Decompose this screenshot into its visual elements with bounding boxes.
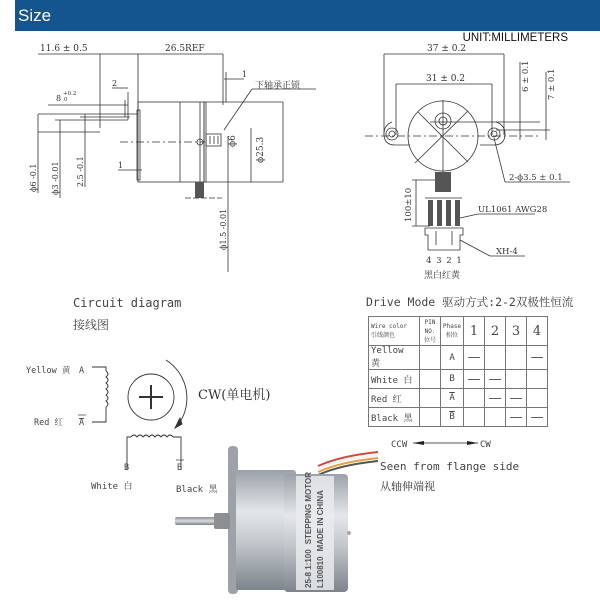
dim-body-length: 26.5REF (165, 44, 205, 54)
circuit-title: Circuit diagram (73, 296, 182, 310)
cw-label: CW (480, 440, 491, 450)
dim-hole-spacing: 31 ± 0.2 (426, 74, 466, 84)
label-a: A (79, 366, 85, 376)
header-step-4: 4 (527, 317, 548, 346)
motor-photo (175, 446, 378, 594)
pin-colors: 黑白红黄 (424, 271, 461, 281)
label-b-bar: B (177, 463, 183, 473)
dim-rear-step: 1 (118, 161, 124, 170)
table-row: Red 红 $\overline{A}$ — — (369, 389, 548, 408)
dim-offset-a: 6 ± 0.1 (521, 60, 531, 92)
photo-label-line2: L100810MADE IN CHINA (316, 490, 325, 588)
label-black: Black 黑 (176, 485, 218, 495)
pin-numbers: 4 3 2 1 (426, 256, 463, 266)
ccw-label: CCW (391, 440, 408, 450)
wire-spec: UL1061 AWG28 (478, 205, 548, 215)
seen-from-label: Seen from flange side (380, 460, 520, 473)
rotation-direction (380, 440, 519, 493)
header-wire-color: Wire color 引线颜色 (369, 317, 420, 346)
drive-mode-title: Drive Mode 驱动方式:2-2双极性恒流 (366, 295, 574, 309)
label-b: B (124, 463, 130, 473)
dim-boss-step: 2 (112, 79, 118, 88)
dim-offset-b: 7 ± 0.1 (547, 68, 557, 100)
dim-flat: 8 (56, 94, 62, 103)
table-row: White 白 B — — (369, 370, 548, 389)
dim-body-dia: ϕ25.3 (256, 136, 266, 163)
svg-text:+0.2: +0.2 (63, 91, 77, 97)
front-view-drawing (365, 54, 570, 256)
label-white: White 白 (91, 482, 133, 492)
header-phase: Phase 相位 (441, 317, 464, 346)
label-yellow: Yellow 黄 (26, 366, 71, 376)
seen-from-cn-label: 从轴伸端视 (380, 480, 435, 493)
dim-flange-width: 37 ± 0.2 (427, 44, 467, 54)
bearing-note: 下轴承正锁 (255, 81, 301, 91)
dim-shaft-dia: ϕ3 -0.01 (51, 161, 60, 195)
header-step-2: 2 (485, 317, 506, 346)
dim-flange-gap: 1 (242, 70, 248, 79)
circuit-subtitle: 接线图 (73, 318, 110, 332)
dim-shaft-length: 11.6 ± 0.5 (40, 44, 88, 54)
svg-text:0: 0 (64, 97, 68, 103)
section-title: Size (18, 6, 52, 25)
dim-boss-dia: ϕ6 (228, 135, 238, 147)
dim-holes: 2-ϕ3.5 ± 0.1 (509, 173, 563, 183)
drive-mode-table (368, 316, 548, 427)
side-view-dimensions (29, 44, 301, 250)
circuit-diagram (92, 360, 187, 470)
table-header-row (369, 317, 548, 346)
dim-flat-dia: 2.5 -0.1 (76, 156, 85, 187)
table-row: Yellow 黄 A — — (369, 346, 548, 370)
table-row: Black 黑 $\overline{B}$ — — (369, 408, 548, 427)
connector-type: XH-4 (496, 247, 518, 257)
dim-rear-shaft: ϕ1.5 -0.01 (219, 208, 228, 250)
header-pin-no: PIN NO. 位号 (420, 317, 441, 346)
header-step-1: 1 (464, 317, 485, 346)
circuit-direction: CW(单电机) (198, 388, 271, 403)
photo-label-line1: 25-8 1:100STEPPING MOTOR (304, 471, 313, 588)
label-a-bar: A (79, 418, 85, 428)
unit-label: UNIT:MILLIMETERS (462, 32, 568, 44)
label-red: Red 红 (34, 418, 63, 428)
header-step-3: 3 (506, 317, 527, 346)
dim-boss-outer: ϕ6 -0.1 (29, 163, 38, 192)
dim-lead-length: 100±10 (404, 187, 414, 222)
